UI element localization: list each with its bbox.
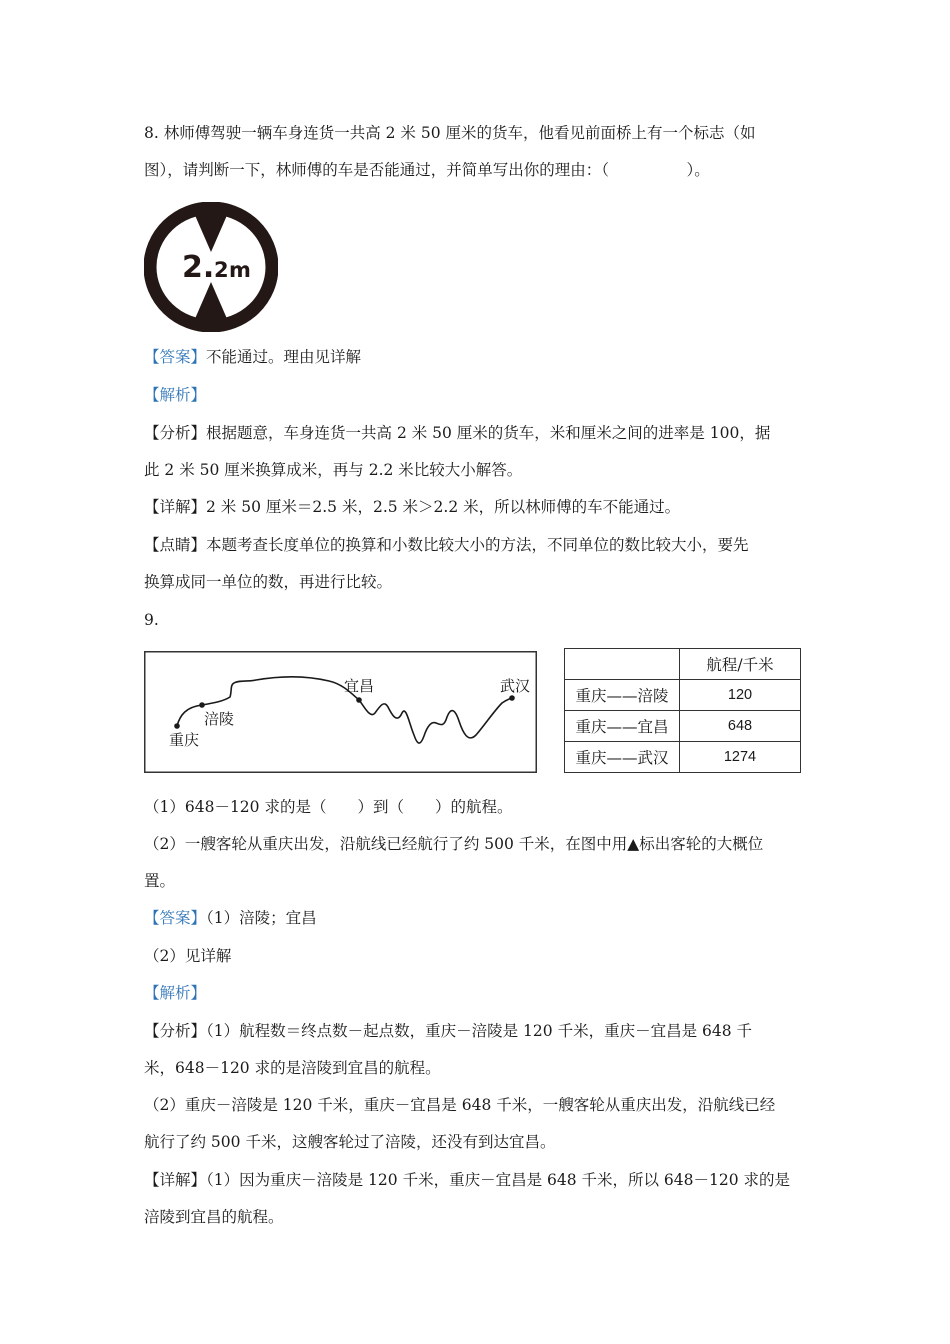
route-distance-table <box>564 648 801 773</box>
xiangjie-text: 2 米 50 厘米＝2.5 米，2.5 米＞2.2 米，所以林师傅的车不能通过。 <box>206 498 681 516</box>
q8-xiangjie <box>144 496 810 518</box>
river-route-map <box>144 651 537 773</box>
q9-xiangjie-line-1 <box>144 1169 810 1191</box>
bottom-triangle-icon <box>194 282 228 321</box>
route-distance: 1274 <box>680 742 801 773</box>
label-fuling: 涪陵 <box>204 710 235 728</box>
sign-unit: m <box>229 258 251 282</box>
dianjing-tag: 【点睛】 <box>144 536 207 554</box>
answer-tag: 【答案】 <box>144 348 207 366</box>
table-header-row <box>565 649 801 680</box>
q8-question-line-1: 8. 林师傅驾驶一辆车身连货一共高 2 米 50 厘米的货车，他看见前面桥上有一个标志（如 <box>144 124 756 142</box>
label-chongqing: 重庆 <box>169 731 200 749</box>
table-row <box>565 680 801 711</box>
analysis-tag: 【解析】 <box>144 984 207 1002</box>
q9-xiangjie-line-2: 涪陵到宜昌的航程。 <box>144 1208 284 1226</box>
answer-text: （1）涪陵；宜昌 <box>206 909 317 927</box>
q8-analysis <box>144 384 810 406</box>
q9-fenxi-line-4: 航行了约 500 千米，这艘客轮过了涪陵，还没有到达宜昌。 <box>144 1133 556 1151</box>
table-row <box>565 742 801 773</box>
dianjing-text: 本题考查长度单位的换算和小数比较大小的方法，不同单位的数比较大小，要先 <box>206 536 749 554</box>
q9-fenxi-line-3: （2）重庆－涪陵是 120 千米，重庆－宜昌是 648 千米，一艘客轮从重庆出发，沿航线已经 <box>144 1096 776 1114</box>
label-yichang: 宜昌 <box>344 677 375 695</box>
q9-answer-line-1 <box>144 907 810 929</box>
route-name: 重庆——武汉 <box>565 742 680 773</box>
sign-num-big: 2. <box>182 250 215 285</box>
q9-analysis <box>144 982 810 1004</box>
table-header-distance: 航程/千米 <box>680 649 801 680</box>
fenxi-tag: 【分析】 <box>144 1022 207 1040</box>
route-distance: 120 <box>680 680 801 711</box>
xiangjie-tag: 【详解】 <box>144 1171 207 1189</box>
q9-sub-question-2-line-2: 置。 <box>144 872 176 890</box>
q9-sub-question-2-line-1: （2）一艘客轮从重庆出发，沿航线已经航行了约 500 千米，在图中用▲标出客轮的大概位 <box>144 835 764 853</box>
answer-text: 不能通过。理由见详解 <box>206 348 362 366</box>
analysis-tag: 【解析】 <box>144 386 207 404</box>
fenxi-text: （1）航程数＝终点数－起点数，重庆－涪陵是 120 千米，重庆－宜昌是 648 千 <box>206 1022 753 1040</box>
xiangjie-text: （1）因为重庆－涪陵是 120 千米，重庆－宜昌是 648 千米，所以 648－120 求的是 <box>206 1171 791 1189</box>
q9-number: 9. <box>144 611 159 629</box>
q8-dianjing-line-1 <box>144 534 810 556</box>
top-triangle-icon <box>194 213 228 252</box>
fuling-dot <box>199 702 205 708</box>
xiangjie-tag: 【详解】 <box>144 498 207 516</box>
q8-fenxi-line-1 <box>144 422 810 444</box>
answer-tag: 【答案】 <box>144 909 207 927</box>
q9-fenxi-line-2: 米，648－120 求的是涪陵到宜昌的航程。 <box>144 1059 441 1077</box>
route-name: 重庆——宜昌 <box>565 711 680 742</box>
table-row <box>565 711 801 742</box>
route-name: 重庆——涪陵 <box>565 680 680 711</box>
q9-answer-line-2: （2）见详解 <box>144 947 232 965</box>
table-header-empty <box>565 649 680 680</box>
chongqing-dot <box>174 723 180 729</box>
q8-answer <box>144 346 810 368</box>
route-distance: 648 <box>680 711 801 742</box>
sign-num-small: 2 <box>214 258 229 282</box>
q8-question-line-2: 图），请判断一下，林师傅的车是否能通过，并简单写出你的理由：（ ）。 <box>144 161 710 179</box>
height-limit-sign <box>144 202 278 332</box>
label-wuhan: 武汉 <box>500 677 531 695</box>
wuhan-dot <box>509 695 515 701</box>
fenxi-text: 根据题意，车身连货一共高 2 米 50 厘米的货车，米和厘米之间的进率是 100，据 <box>206 424 771 442</box>
q9-fenxi-line-1 <box>144 1020 810 1042</box>
q9-sub-question-1: （1）648－120 求的是（ ）到（ ）的航程。 <box>144 798 513 816</box>
q8-fenxi-line-2: 此 2 米 50 厘米换算成米，再与 2.2 米比较大小解答。 <box>144 461 523 479</box>
fenxi-tag: 【分析】 <box>144 424 207 442</box>
q8-dianjing-line-2: 换算成同一单位的数，再进行比较。 <box>144 573 393 591</box>
yichang-dot <box>356 697 362 703</box>
